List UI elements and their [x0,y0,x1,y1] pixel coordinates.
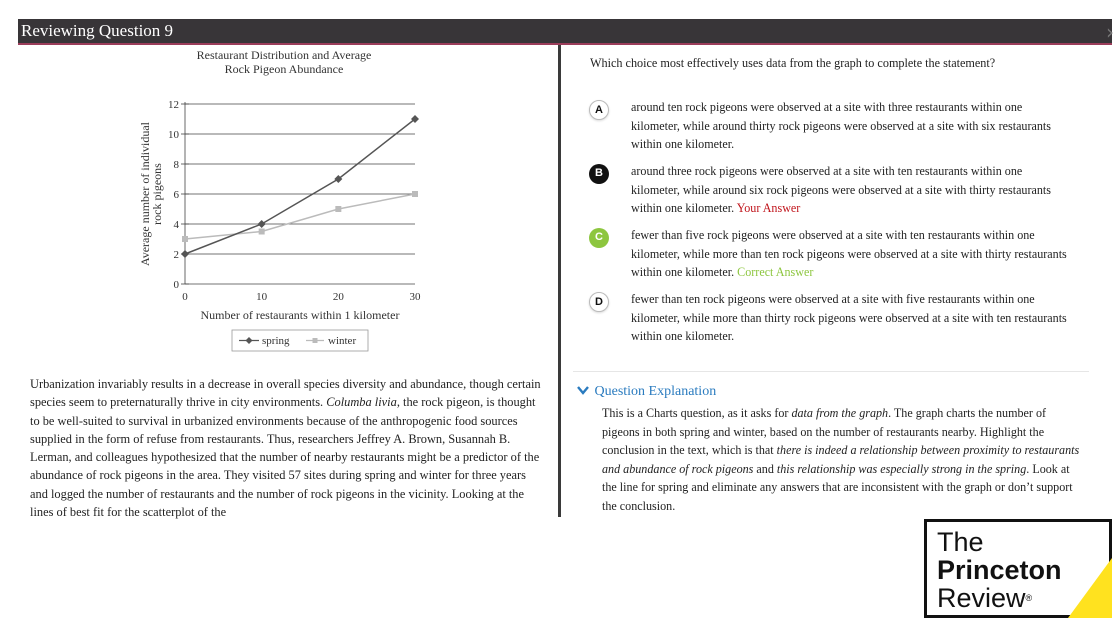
passage-panel [18,45,558,520]
choice-c-text: fewer than five rock pigeons were observed at a site with ten restaurants within one kilometer, while more than ten rock pigeons were observed at a site with thirty restaurants within one kilometer. Correct Answer [631,228,1067,279]
species-name: Columba livia [326,395,397,410]
x-tick-label: 10 [256,291,268,303]
data-point-winter [412,191,418,197]
legend-label-winter: winter [328,335,357,347]
passage-part-1: Urbanization invariably results in a decrease in overall species diversity and abundance, though certain species seem to preternaturally thrive in city environments. [30,377,541,410]
passage-part-2: , the rock pigeon, is thought to be well-suited to survival in urbanized environments because of the anthropogenic food sources supplied in the form of refuse from restaurants. Thus, researchers Jeffrey A. Brown, Susannah B. Lerman, and colleagues hypothesized that the number of nearby restaurants might be a predictor of the abundance of rock pigeons in the area. They visited 57 sites during spring and winter for three years and logged the number of restaurants and the number of rock pigeons in the vicinity. Looking at the lines of best fit for the scatterplot of the [30,395,540,520]
x-axis-label: Number of restaurants within 1 kilometer [200,308,400,322]
y-axis-label-line: rock pigeons [150,163,164,225]
y-tick-label: 12 [168,99,179,111]
chevron-down-icon[interactable] [577,384,591,398]
choice-c-badge[interactable]: C [589,228,609,248]
correct-answer-label: Correct Answer [737,265,814,279]
question-prompt: Which choice most effectively uses data from the graph to complete the statement? [590,56,996,70]
logo-line-1: The [937,527,984,557]
x-tick-label: 20 [332,291,344,303]
y-tick-label: 10 [168,129,179,141]
choice-d-badge[interactable]: D [589,292,609,312]
legend-label-spring: spring [262,335,290,347]
data-point-winter [259,229,265,235]
title-bar [18,19,1112,45]
question-explanation-toggle[interactable] [577,384,716,400]
y-tick-label: 0 [173,279,179,291]
your-answer-label: Your Answer [736,201,801,215]
series-line-spring [185,119,415,254]
choice-d-text: fewer than ten rock pigeons were observed at a site with five restaurants within one kilometer, while more than thirty rock pigeons were observed at a site with ten restaurants within one kilometer. [631,292,1067,343]
section-separator [573,371,1089,372]
y-tick-label: 4 [173,219,179,231]
explanation-text: This is a Charts question, as it asks for data from the graph. The graph charts the number of pigeons in both spring and winter, based on the number of restaurants nearby. Highlight the conclusion in the text, which is that there is indeed a relationship between proximity to restaurants and abundance of rock pigeons and this relationship was especially strong in the spring. Look at the line for spring and eliminate any answers that are inconsistent with the graph or don’t support the conclusion. [602,406,1080,513]
y-tick-label: 6 [173,189,179,201]
chart-title-line: Restaurant Distribution and Average [196,48,372,62]
y-axis-label-line: Average number of individual [138,121,152,267]
logo-line-3: Review® [937,583,1033,613]
choice-a-text: around ten rock pigeons were observed at a site with three restaurants within one kilometer, while around thirty rock pigeons were observed at a site with six restaurants within one kilometer. [631,100,1051,151]
data-point-spring [258,220,266,228]
choice-b-text: around three rock pigeons were observed at a site with ten restaurants within one kilometer, while around six rock pigeons were observed at a site with thirty restaurants within one kilometer. Your Answer [631,164,1051,215]
choice-b-badge[interactable]: B [589,164,609,184]
y-tick-label: 2 [173,249,179,261]
logo-line-2: Princeton [937,555,1062,585]
legend-marker-winter [313,338,318,343]
data-point-winter [335,206,341,212]
data-point-spring [181,250,189,258]
x-tick-label: 0 [182,291,188,303]
choice-a-badge[interactable]: A [589,100,609,120]
x-tick-label: 30 [409,291,421,303]
y-tick-label: 8 [173,159,179,171]
chart [18,45,558,365]
passage-text [30,375,545,521]
explanation-heading[interactable]: Question Explanation [594,384,717,399]
chart-title-line: Rock Pigeon Abundance [224,62,344,76]
page-title: Reviewing Question 9 [21,21,174,40]
princeton-review-logo [924,519,1112,618]
close-chevron-icon[interactable]: › [1106,20,1114,44]
logo-accent-triangle [1068,558,1112,618]
data-point-winter [182,236,188,242]
question-panel [561,45,1091,517]
